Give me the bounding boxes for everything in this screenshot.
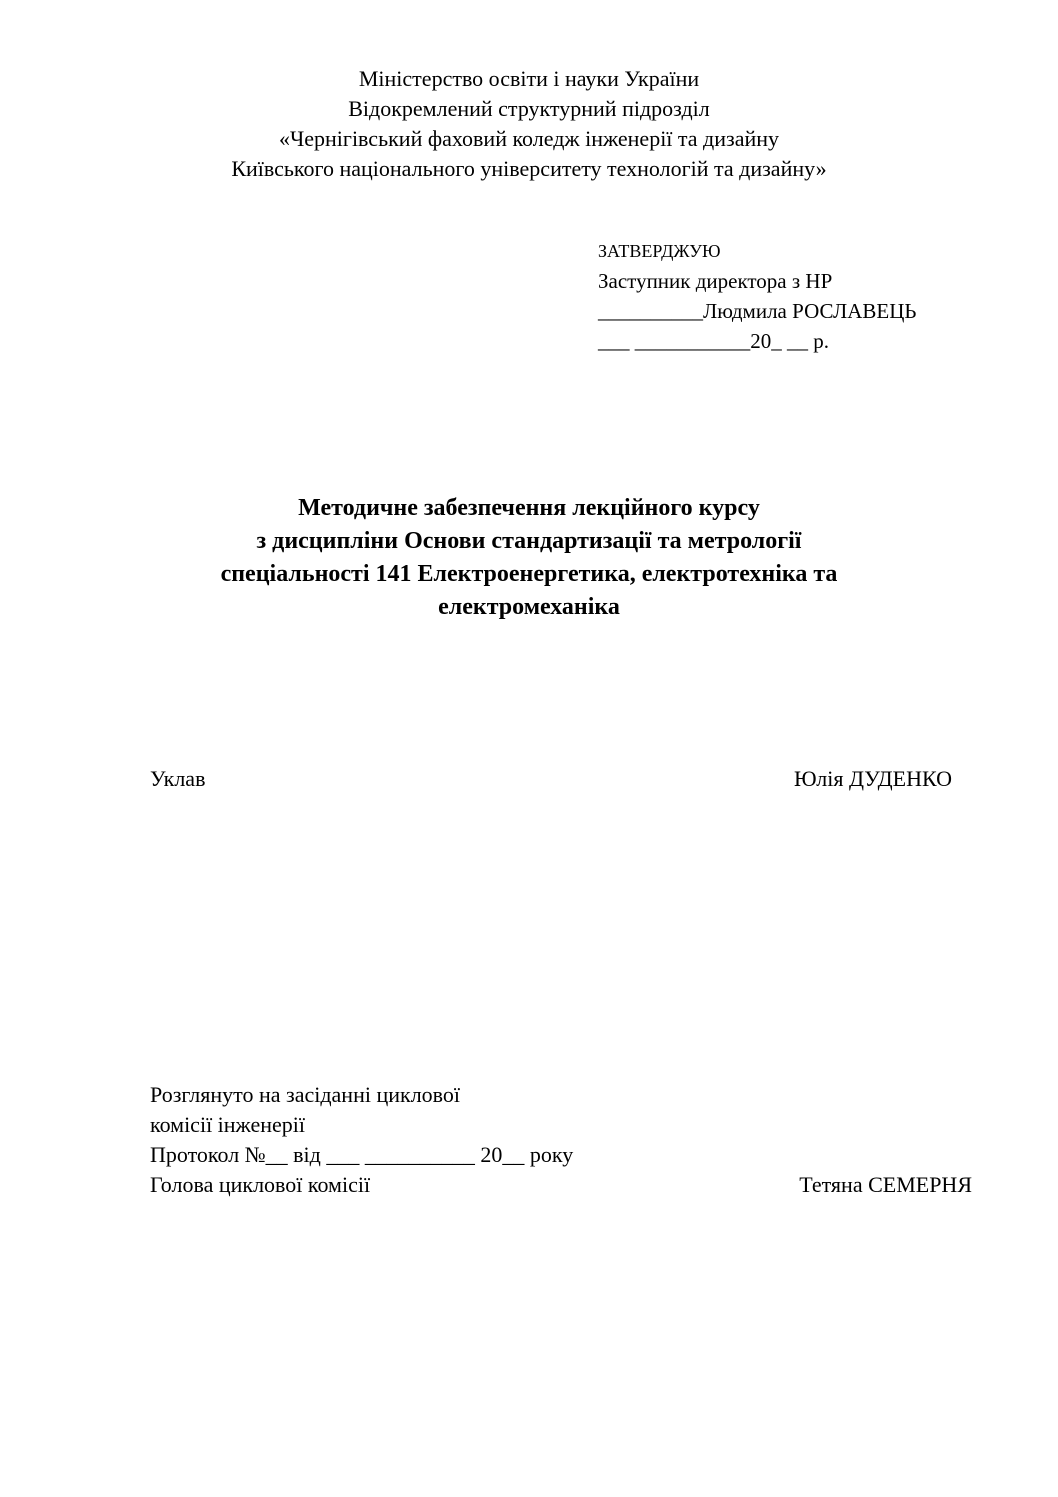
title-line-3: спеціальності 141 Електроенергетика, електротехніка та (220, 561, 838, 587)
institution-header (0, 64, 1058, 184)
commission-chair-row (150, 1170, 972, 1200)
title-line-4: електромеханіка (438, 594, 620, 620)
approval-signature: __________Людмила РОСЛАВЕЦЬ (598, 299, 917, 323)
compiled-author: Юлія ДУДЕНКО (793, 766, 952, 791)
university-line: Київського національного університету технологій та дизайну» (231, 156, 827, 181)
compiled-label: Уклав (150, 766, 206, 791)
college-line: «Чернігівський фаховий коледж інженерії та дизайну (278, 126, 780, 151)
review-line-1: Розглянуто на засіданні циклової (150, 1082, 461, 1107)
approval-position: Заступник директора з НР (598, 269, 833, 293)
division-line: Відокремлений структурний підрозділ (348, 96, 710, 121)
review-line-2: комісії інженерії (150, 1112, 305, 1137)
compiled-by-row (150, 764, 952, 794)
document-title (0, 492, 1058, 624)
title-line-1: Методичне забезпечення лекційного курсу (298, 495, 760, 521)
approval-date: ___ ___________20_ __ р. (598, 329, 829, 353)
ministry-line: Міністерство освіти і науки України (358, 66, 700, 91)
chair-label: Голова циклової комісії (150, 1172, 371, 1197)
approval-label: ЗАТВЕРДЖУЮ (598, 241, 721, 261)
chair-name: Тетяна СЕМЕРНЯ (799, 1172, 972, 1197)
approval-block (598, 236, 1018, 356)
title-line-2: з дисципліни Основи стандартизації та метрології (256, 528, 802, 554)
review-block (150, 1080, 972, 1200)
protocol-line: Протокол №__ від ___ __________ 20__ року (150, 1142, 574, 1167)
